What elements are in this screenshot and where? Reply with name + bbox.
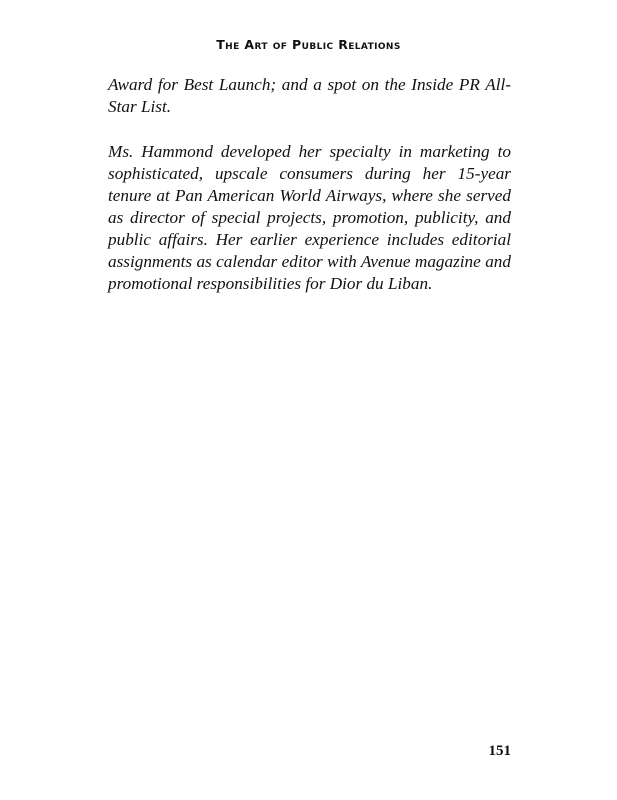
running-header-title: The Art of Public Relations <box>216 37 401 52</box>
body-paragraph-award: Award for Best Launch; and a spot on the Inside PR All-Star List. <box>108 75 511 116</box>
page-number: 151 <box>488 743 511 759</box>
body-paragraph-biography: Ms. Hammond developed her specialty in marketing to sophisticated, upscale consumers during her 15-year tenure at Pan American World Airways, where she served as director of special projects, promotion, publicity, and public affairs. Her earlier experience includes editorial assignments as calendar editor with Avenue magazine and promotional responsibilities for Dior du Liban. <box>108 142 511 293</box>
